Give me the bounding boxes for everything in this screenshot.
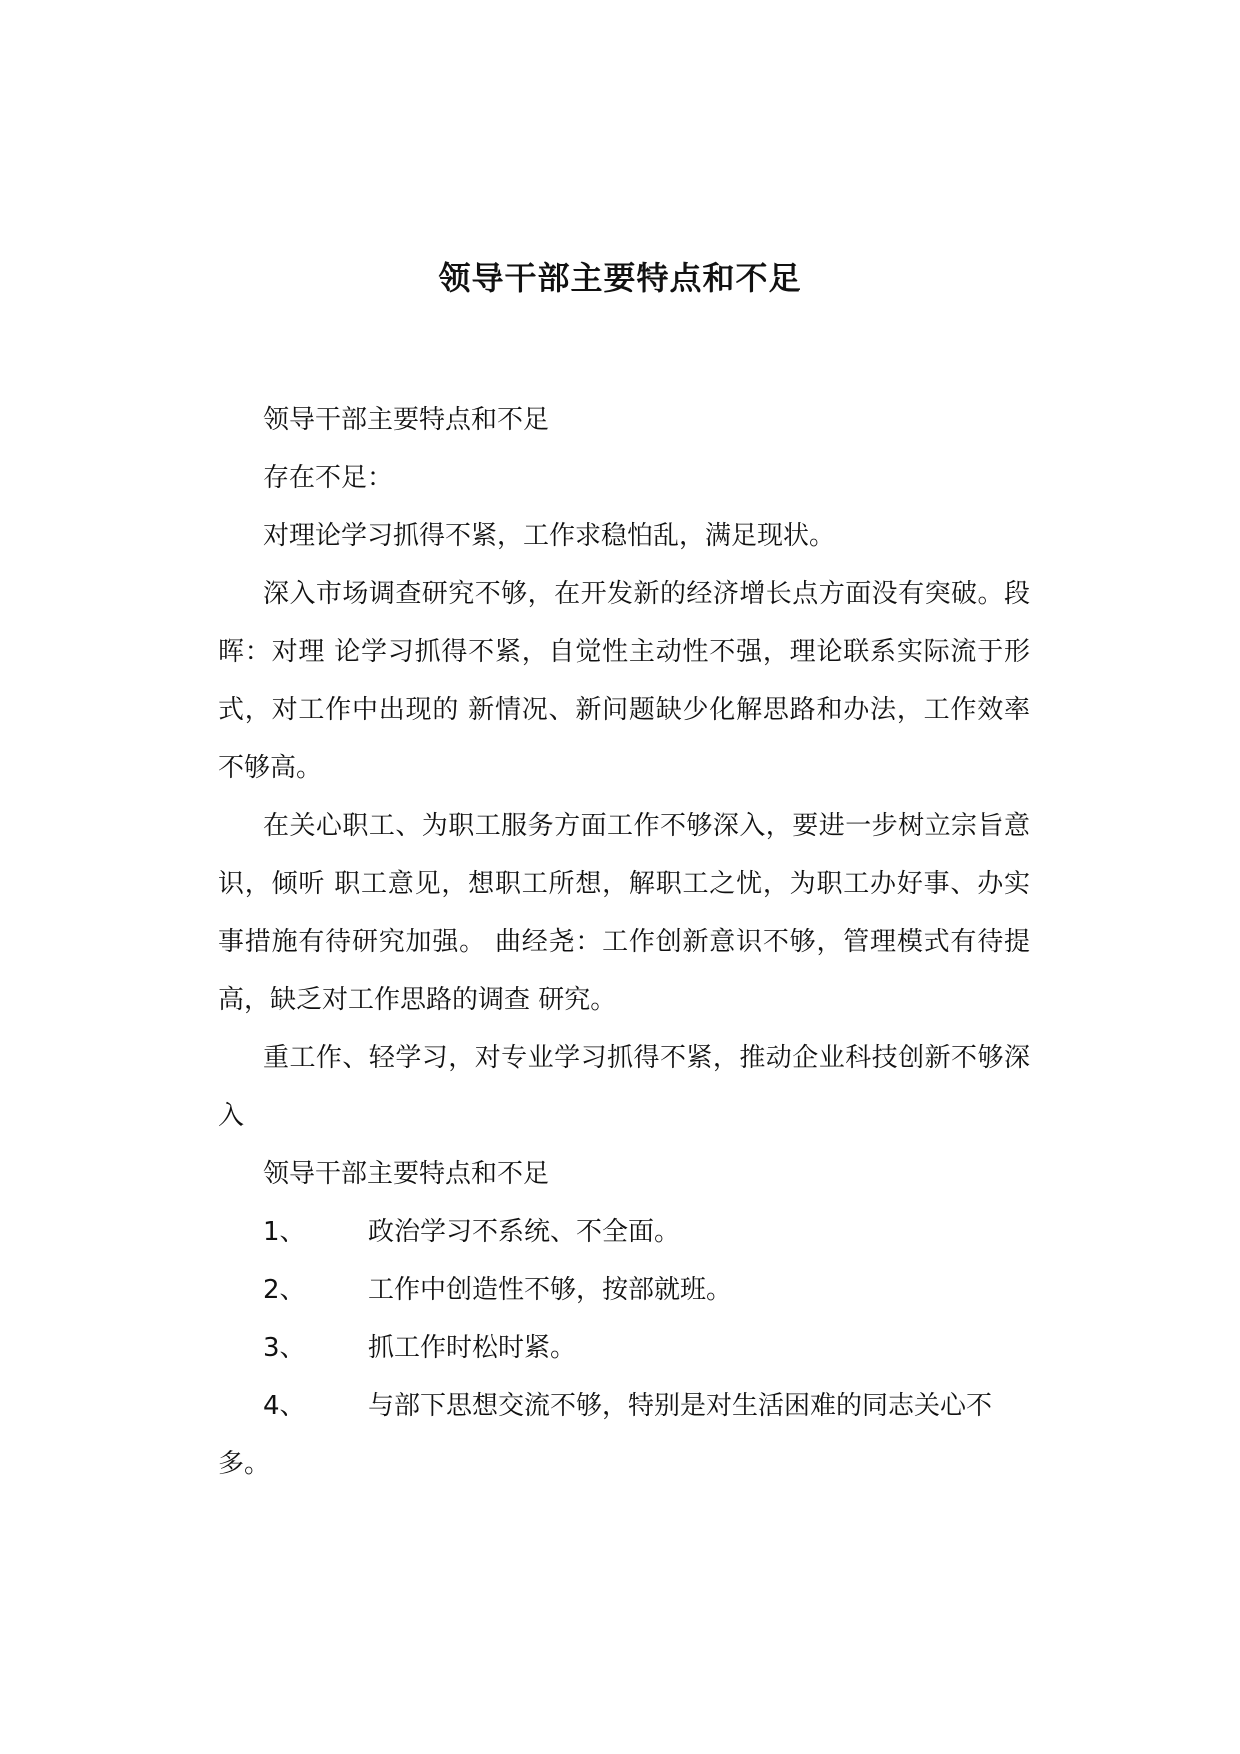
list-item — [218, 1377, 1030, 1493]
paragraph-2: 深入市场调查研究不够，在开发新的经济增长点方面没有突破。段晖：对理 论学习抓得不紧，自觉性主动性不强，理论联系实际流于形式，对工作中出现的 新情况、新问题缺少化解思路和办法，工作效率不够高。 — [218, 579, 1030, 783]
list-item — [218, 1203, 1030, 1261]
paragraph-shortcomings-label: 存在不足： — [263, 463, 394, 493]
paragraph-4: 重工作、轻学习，对专业学习抓得不紧，推动企业科技创新不够深入 — [218, 1043, 1030, 1131]
paragraph-subheading: 领导干部主要特点和不足 — [263, 1159, 550, 1189]
list-item — [218, 1261, 1030, 1319]
document-body — [218, 391, 1030, 1493]
list-number: 1、 — [263, 1217, 306, 1247]
paragraph-3: 在关心职工、为职工服务方面工作不够深入，要进一步树立宗旨意识，倾听 职工意见，想职工所想，解职工之忧，为职工办好事、办实事措施有待研究加强。 曲经尧：工作创新意识不够，管理模式有待提高，缺乏对工作思路的调查 研究。 — [218, 811, 1030, 1015]
paragraph-heading: 领导干部主要特点和不足 — [263, 405, 550, 435]
list-text: 与部下思想交流不够，特别是对生活困难的同志关心不多。 — [218, 1391, 993, 1479]
list-text: 工作中创造性不够，按部就班。 — [368, 1275, 733, 1305]
document-title: 领导干部主要特点和不足 — [438, 259, 802, 297]
paragraph-1: 对理论学习抓得不紧，工作求稳怕乱，满足现状。 — [263, 521, 836, 551]
list-number: 3、 — [263, 1333, 306, 1363]
list-text: 政治学习不系统、不全面。 — [368, 1217, 681, 1247]
list-text: 抓工作时松时紧。 — [368, 1333, 577, 1363]
list-item — [218, 1319, 1030, 1377]
list-number: 2、 — [263, 1275, 306, 1305]
list-number: 4、 — [263, 1391, 306, 1421]
